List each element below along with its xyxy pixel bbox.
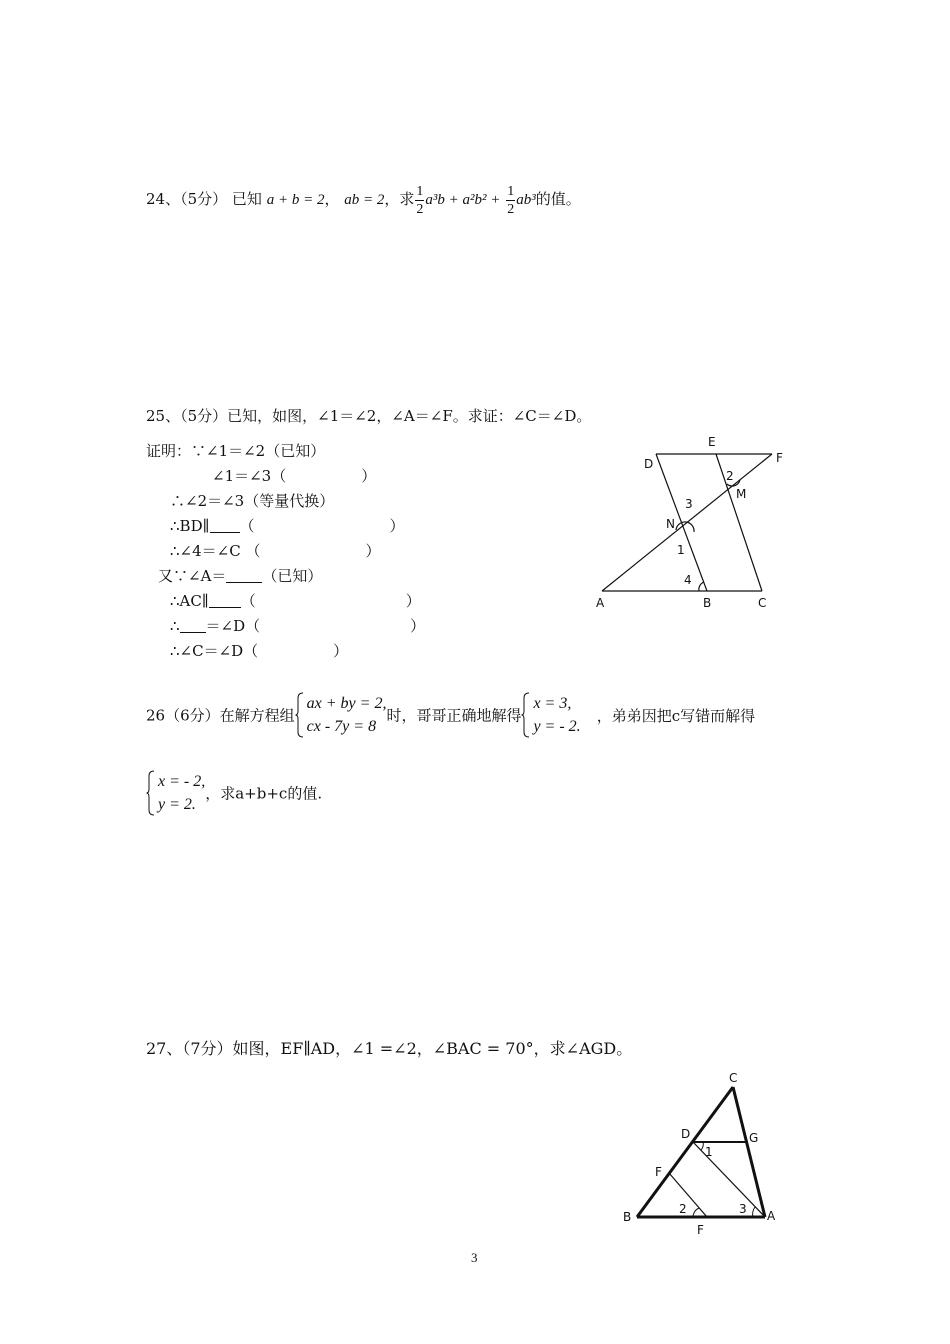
q24-eq2: ab = 2 bbox=[344, 192, 385, 208]
proof-line-3: ∴∠2＝∠3（等量代换） bbox=[170, 492, 335, 510]
q26-tail: ，弟弟因把c写错而解得 bbox=[596, 706, 756, 725]
proof-line-1: 证明：∵∠1＝∠2（已知） bbox=[146, 442, 326, 460]
label-3: 3 bbox=[685, 497, 693, 511]
question-25-stem: 25、（5分）已知，如图，∠1＝∠2，∠A＝∠F。求证：∠C＝∠D。 bbox=[146, 407, 592, 425]
label-n: N bbox=[666, 517, 675, 531]
label-d: D bbox=[681, 1127, 691, 1141]
q26-ask: ，求a+b+c的值. bbox=[205, 784, 323, 803]
label-1: 1 bbox=[677, 543, 685, 557]
blank-angle[interactable] bbox=[180, 617, 206, 633]
q25-figure bbox=[590, 430, 800, 615]
brace-icon bbox=[295, 692, 304, 738]
proof-line-9: ∴∠C＝∠D（ ） bbox=[170, 642, 349, 660]
proof-line-4: ∴BD∥ （ ） bbox=[170, 517, 405, 535]
label-a: A bbox=[767, 1209, 776, 1223]
q24-eq1: a + b = 2 bbox=[266, 192, 325, 208]
label-g: G bbox=[749, 1131, 759, 1145]
q24-term3: ab³ bbox=[516, 192, 536, 208]
proof-line-8: ∴ ＝∠D（ ） bbox=[170, 617, 426, 635]
page-number: 3 bbox=[471, 1250, 478, 1265]
q24-term1: a³b + a²b² + bbox=[425, 192, 501, 208]
angle-1-arc bbox=[701, 1142, 703, 1150]
line-da bbox=[693, 1142, 765, 1217]
q27-figure bbox=[615, 1062, 790, 1242]
q24-ask: ，求 bbox=[384, 190, 415, 208]
label-m: M bbox=[736, 487, 747, 501]
label-2: 2 bbox=[726, 469, 734, 483]
proof-line-2: ∠1＝∠3（ ） bbox=[212, 467, 377, 485]
label-b: B bbox=[623, 1210, 632, 1224]
brace-icon bbox=[521, 692, 530, 738]
label-c: C bbox=[758, 596, 767, 610]
label-d: D bbox=[644, 457, 654, 471]
label-c: C bbox=[729, 1071, 738, 1085]
brace-icon bbox=[146, 770, 155, 816]
label-f-lower: F bbox=[697, 1223, 704, 1237]
q26-system-1: ax + by = 2, cx - 7y = 8 bbox=[306, 695, 387, 735]
q24-label: 24、（5分） bbox=[146, 190, 228, 208]
line-ef bbox=[669, 1173, 707, 1217]
blank-bd-parallel[interactable] bbox=[210, 517, 240, 533]
q26-system-2: x = 3, y = - 2. bbox=[533, 695, 581, 735]
q24-tail: 的值。 bbox=[535, 190, 581, 208]
label-f-upper: F bbox=[655, 1165, 662, 1179]
label-4: 4 bbox=[684, 573, 692, 587]
blank-angle-a[interactable] bbox=[226, 567, 262, 583]
proof-line-5: ∴∠4＝∠C （ ） bbox=[170, 542, 381, 560]
q24-fraction-1: $\frac{1}{2}$ bbox=[416, 183, 424, 217]
q24-fraction-2: $\frac{1}{2}$ bbox=[507, 183, 515, 217]
label-3: 3 bbox=[739, 1202, 747, 1216]
label-e: E bbox=[708, 435, 716, 449]
label-b: B bbox=[703, 596, 712, 610]
side-bc bbox=[637, 1087, 733, 1217]
label-f: F bbox=[776, 451, 783, 465]
question-26-cont bbox=[146, 770, 322, 816]
label-a: A bbox=[596, 596, 605, 610]
q24-known: 已知 bbox=[231, 190, 262, 208]
blank-ac-parallel[interactable] bbox=[209, 592, 241, 608]
proof-line-7: ∴AC∥ （ ） bbox=[170, 592, 421, 610]
q26-label: 26（6分）在解方程组 bbox=[146, 706, 295, 725]
question-27-stem: 27、（7分）如图，EF∥AD，∠1 =∠2，∠BAC = 70°，求∠AGD。 bbox=[146, 1039, 633, 1058]
question-26 bbox=[146, 692, 755, 738]
q26-system-3: x = - 2, y = 2. bbox=[158, 773, 206, 813]
question-24 bbox=[146, 182, 581, 218]
q24-sep1: ， bbox=[324, 190, 340, 208]
label-2: 2 bbox=[679, 1202, 687, 1216]
line-ec bbox=[716, 454, 762, 591]
label-1: 1 bbox=[705, 1145, 713, 1159]
proof-line-6: 又∵∠A＝ （已知） bbox=[158, 567, 323, 585]
angle-4-arc bbox=[699, 582, 704, 591]
side-ca bbox=[733, 1087, 765, 1217]
q26-mid: 时，哥哥正确地解得 bbox=[386, 706, 522, 725]
